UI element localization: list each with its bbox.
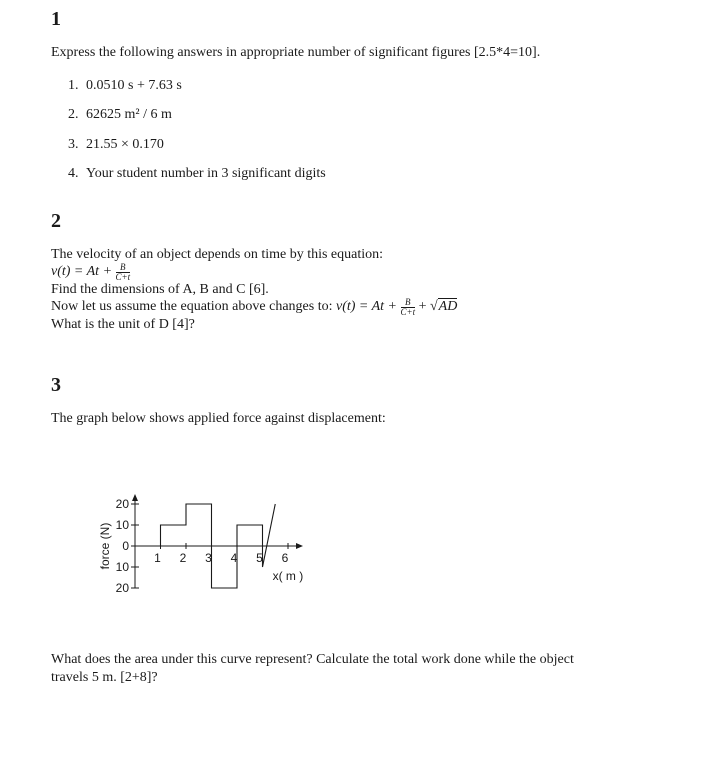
fraction-denominator: C+t	[400, 307, 416, 317]
find-dimensions: Find the dimensions of A, B and C [6].	[51, 282, 269, 297]
area-question-line-1: What does the area under this curve represent? Calculate the total work done while the object	[51, 652, 574, 667]
fraction-numerator: B	[116, 263, 131, 273]
equation-2-fraction	[401, 298, 416, 317]
list-item	[68, 78, 182, 94]
list-item-number: 1.	[68, 78, 79, 93]
x-tick-label: 3	[205, 551, 212, 565]
equation-1	[51, 263, 130, 282]
section-1-intro: Express the following answers in appropriate number of significant figures [2.5*4=10].	[51, 45, 541, 60]
list-item-text: 0.0510 s + 7.63 s	[86, 78, 182, 93]
x-axis-label: x( m )	[272, 569, 304, 583]
section-2-heading: 2	[51, 210, 61, 232]
y-tick-label: 20	[115, 497, 129, 511]
y-tick-label: 0	[122, 539, 129, 553]
force-displacement-chart	[0, 480, 340, 610]
y-tick-label: 20	[115, 581, 129, 595]
equation-2-plus: +	[418, 299, 427, 314]
velocity-intro: The velocity of an object depends on time by this equation:	[51, 247, 384, 262]
x-tick-label: 4	[230, 551, 238, 565]
square-root-argument: AD	[438, 299, 458, 314]
list-item	[68, 166, 326, 182]
list-item-text: 62625 m² / 6 m	[86, 107, 172, 122]
fraction-numerator: B	[401, 298, 416, 308]
equation-1-fraction	[116, 263, 131, 282]
x-tick-label: 6	[281, 551, 289, 565]
fraction-denominator: C+t	[115, 272, 131, 282]
equation-1-lhs: v(t) = At +	[51, 264, 113, 279]
section-3-heading: 3	[51, 374, 61, 396]
x-tick-label: 2	[179, 551, 187, 565]
list-item-text: 21.55 × 0.170	[86, 137, 164, 152]
unit-question: What is the unit of D [4]?	[51, 317, 195, 332]
equation-2-prefix: Now let us assume the equation above changes to:	[51, 299, 333, 314]
list-item	[68, 137, 164, 153]
graph-intro: The graph below shows applied force against displacement:	[51, 411, 386, 426]
list-item-number: 4.	[68, 166, 79, 181]
y-tick-label: 10	[115, 518, 129, 532]
x-axis-arrow	[296, 543, 303, 549]
list-item	[68, 107, 172, 123]
section-1-heading: 1	[51, 8, 61, 30]
area-question-line-2: travels 5 m. [2+8]?	[51, 670, 158, 685]
square-root: √AD	[429, 299, 458, 314]
equation-2-lhs: v(t) = At +	[335, 299, 397, 314]
list-item-number: 3.	[68, 137, 79, 152]
x-tick-label: 5	[256, 551, 263, 565]
list-item-number: 2.	[68, 107, 79, 122]
y-axis-label: force (N)	[98, 522, 112, 570]
x-tick-label: 1	[154, 551, 161, 565]
equation-2-line	[51, 298, 457, 317]
y-tick-label: 10	[115, 560, 129, 574]
y-axis-arrow	[132, 494, 138, 501]
list-item-text: Your student number in 3 significant digits	[86, 166, 326, 181]
